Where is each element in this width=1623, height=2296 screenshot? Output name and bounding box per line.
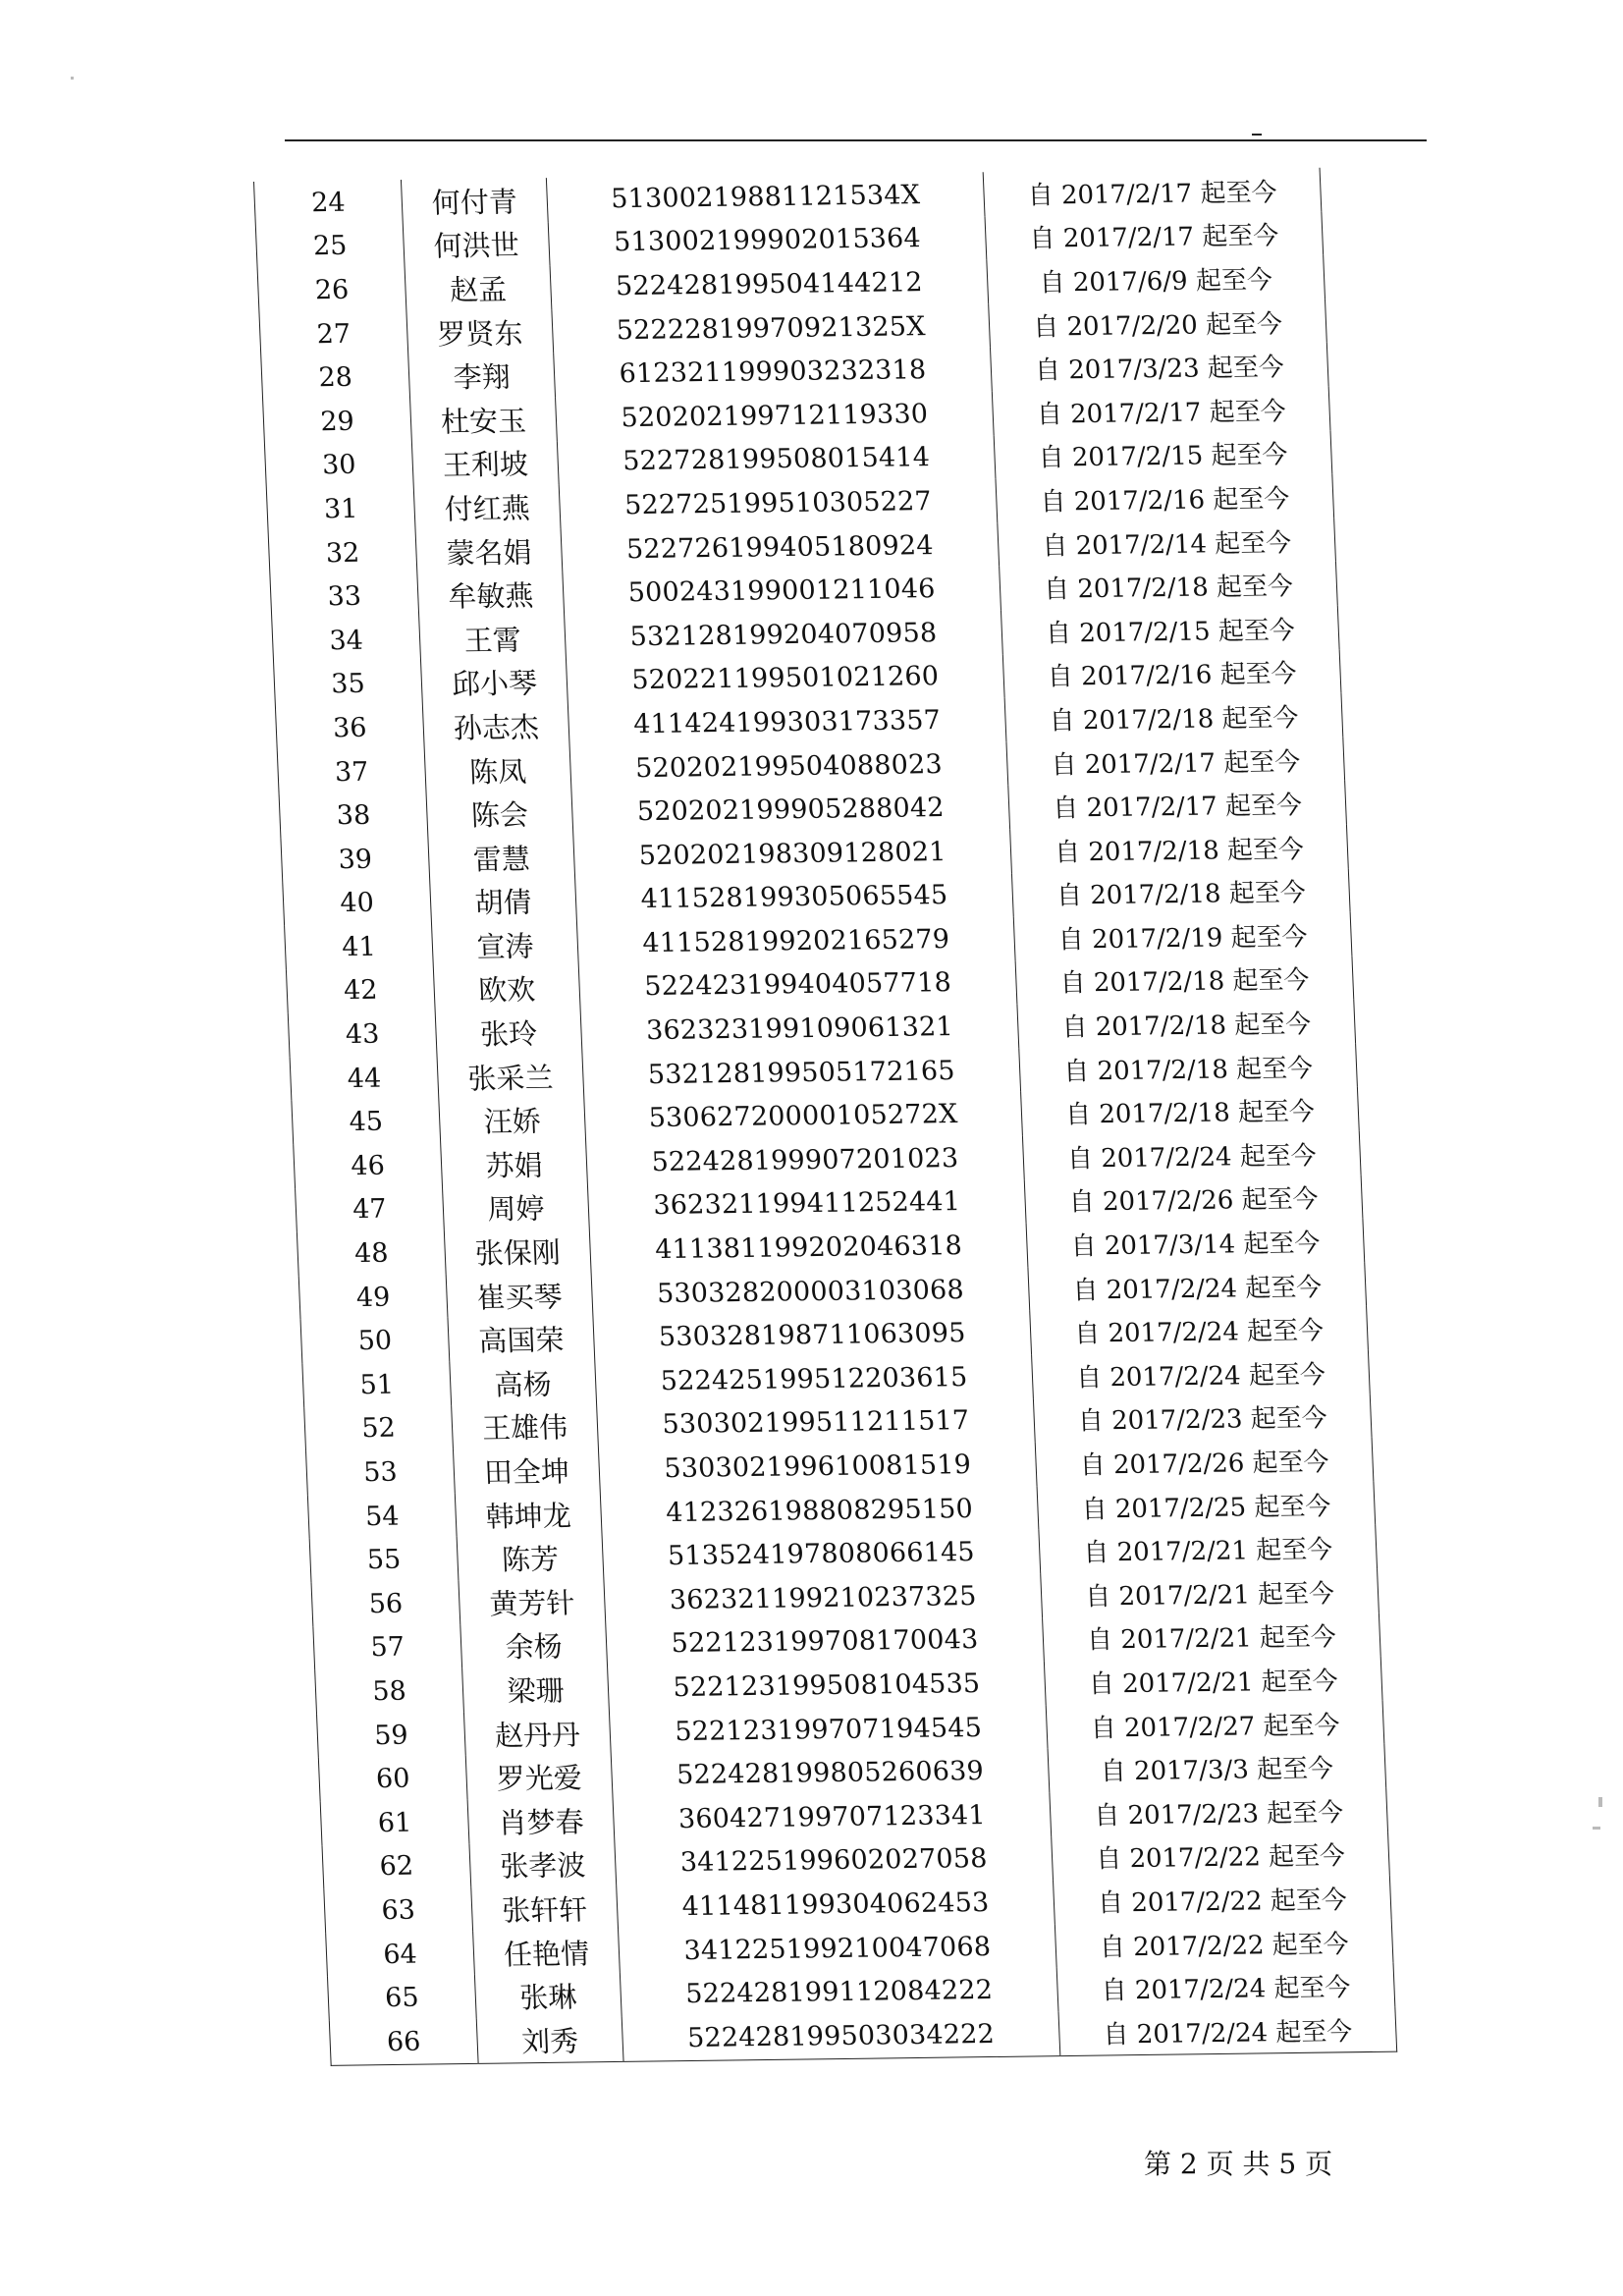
person-name: 任艳情	[473, 1930, 621, 1976]
person-name: 张玲	[435, 1010, 582, 1056]
id-number: 411528199305065545	[575, 873, 1014, 922]
row-number: 61	[377, 1807, 412, 1838]
employment-period: 自 2017/2/15 起至今	[994, 430, 1332, 478]
id-number: 530328198711063095	[593, 1311, 1032, 1360]
row-number: 53	[362, 1456, 399, 1489]
employment-period: 自 2017/2/18 起至今	[1011, 868, 1350, 916]
id-number: 520202198309128021	[573, 829, 1012, 878]
row-number: 46	[350, 1150, 386, 1182]
id-number: 522428199503034222	[622, 2011, 1060, 2061]
person-name: 田全坤	[453, 1448, 600, 1494]
person-name: 张琳	[474, 1973, 622, 2019]
person-name: 罗贤东	[406, 309, 554, 355]
row-number: 42	[343, 975, 379, 1007]
person-name: 宣涛	[432, 922, 579, 968]
row-number: 57	[369, 1632, 406, 1664]
employment-period: 自 2017/2/24 起至今	[1032, 1350, 1371, 1398]
scan-speck	[1593, 1827, 1600, 1830]
id-number: 530302199610081519	[598, 1442, 1037, 1491]
row-number: 49	[355, 1282, 391, 1313]
employment-period: 自 2017/2/24 起至今	[1058, 2007, 1397, 2056]
row-number: 25	[312, 231, 349, 262]
id-number: 522123199708170043	[606, 1617, 1045, 1667]
id-number: 532128199505172165	[582, 1048, 1021, 1097]
id-number: 51300219881121534X	[546, 172, 985, 221]
person-name: 苏娟	[441, 1141, 588, 1187]
row-number: 24	[310, 187, 347, 219]
id-number: 412326198808295150	[600, 1486, 1039, 1535]
employment-period: 自 2017/2/23 起至今	[1050, 1788, 1388, 1836]
row-number: 29	[319, 406, 355, 437]
employment-period: 自 2017/3/23 起至今	[990, 343, 1328, 391]
row-number: 66	[386, 2026, 422, 2057]
employment-period: 自 2017/3/14 起至今	[1026, 1219, 1365, 1267]
header-rule	[285, 139, 1427, 141]
id-number: 341225199210047068	[619, 1924, 1057, 1973]
id-number: 362321199411252441	[587, 1179, 1026, 1229]
id-number: 530328200003103068	[591, 1267, 1030, 1316]
id-number: 53062720000105272X	[584, 1092, 1023, 1141]
employment-period: 自 2017/2/18 起至今	[1021, 1087, 1360, 1135]
employment-period: 自 2017/2/24 起至今	[1056, 1963, 1395, 2011]
person-name: 肖梦春	[467, 1798, 615, 1844]
id-number: 522423199404057718	[578, 960, 1017, 1010]
person-name: 王霄	[419, 616, 567, 662]
employment-period: 自 2017/2/21 起至今	[1039, 1525, 1378, 1573]
roster-table-wrap	[253, 168, 1397, 2066]
employment-period: 自 2017/2/18 起至今	[1019, 1044, 1358, 1092]
person-name: 王雄伟	[452, 1404, 599, 1450]
row-number: 27	[316, 318, 352, 350]
id-number: 522728199508015414	[557, 435, 996, 484]
id-number: 362321199210237325	[604, 1573, 1043, 1622]
person-name: 王利坡	[411, 441, 559, 487]
id-number: 411481199304062453	[617, 1880, 1055, 1929]
person-name: 高杨	[450, 1360, 597, 1406]
person-name: 陈会	[426, 791, 573, 837]
row-number: 60	[375, 1763, 411, 1795]
id-number: 522123199508104535	[608, 1661, 1047, 1710]
row-number: 50	[357, 1325, 393, 1357]
employment-period: 自 2017/2/27 起至今	[1046, 1700, 1384, 1748]
id-number: 522428199112084222	[620, 1967, 1058, 2016]
row-number: 64	[382, 1939, 418, 1970]
row-number: 44	[347, 1063, 382, 1094]
header-mark	[1252, 134, 1262, 136]
person-name: 余杨	[460, 1623, 608, 1669]
person-name: 韩坤龙	[455, 1492, 602, 1538]
id-number: 522725199510305227	[559, 478, 998, 527]
employment-period: 自 2017/2/24 起至今	[1028, 1263, 1367, 1311]
employment-period: 自 2017/2/18 起至今	[1017, 1000, 1356, 1048]
employment-period: 自 2017/2/17 起至今	[1008, 781, 1347, 829]
person-name: 汪娇	[439, 1097, 586, 1143]
employment-period: 自 2017/2/18 起至今	[1004, 693, 1343, 741]
employment-period: 自 2017/2/18 起至今	[1010, 825, 1349, 873]
person-name: 胡倩	[430, 879, 577, 925]
person-name: 赵丹丹	[463, 1711, 611, 1757]
person-name: 高国荣	[448, 1316, 595, 1362]
id-number: 520202199712119330	[556, 391, 995, 440]
row-number: 40	[339, 888, 375, 919]
id-number: 500243199001211046	[563, 567, 1001, 616]
person-name: 李翔	[408, 353, 556, 399]
row-number: 31	[323, 493, 358, 525]
employment-period: 自 2017/2/21 起至今	[1043, 1613, 1381, 1661]
employment-period: 自 2017/2/24 起至今	[1030, 1306, 1369, 1354]
page-number: 第 2 页 共 5 页	[1144, 2148, 1333, 2180]
id-number: 411381199202046318	[589, 1223, 1028, 1272]
person-name: 刘秀	[476, 2017, 623, 2063]
row-number: 41	[341, 931, 377, 963]
person-name: 黄芳针	[459, 1579, 606, 1625]
person-name: 何付青	[401, 178, 548, 224]
person-name: 陈凤	[424, 747, 571, 793]
id-number: 530302199511211517	[597, 1398, 1036, 1448]
row-number: 65	[384, 1982, 420, 2014]
person-name: 张孝波	[469, 1842, 617, 1888]
person-name: 孙志杰	[422, 703, 569, 749]
row-number: 43	[345, 1018, 380, 1051]
employment-period: 自 2017/2/20 起至今	[989, 300, 1327, 348]
id-number: 411424199303173357	[568, 697, 1006, 746]
person-name: 牟敏燕	[417, 572, 565, 618]
employment-period: 自 2017/2/17 起至今	[1006, 737, 1345, 785]
row-number: 63	[380, 1894, 416, 1927]
id-number: 532128199204070958	[565, 610, 1003, 659]
scan-speck	[71, 77, 74, 80]
id-number: 362323199109061321	[580, 1004, 1019, 1053]
employment-period: 自 2017/2/25 起至今	[1037, 1481, 1376, 1529]
id-number: 52222819970921325X	[552, 303, 991, 353]
employment-period: 自 2017/6/9 起至今	[987, 255, 1325, 303]
id-number: 520221199501021260	[566, 654, 1004, 703]
row-number: 38	[336, 799, 371, 832]
person-name: 赵孟	[405, 265, 552, 311]
employment-period: 自 2017/2/17 起至今	[992, 387, 1330, 435]
employment-period: 自 2017/2/22 起至今	[1052, 1831, 1390, 1880]
person-name: 张保刚	[444, 1229, 591, 1275]
row-number: 47	[352, 1194, 388, 1226]
employment-period: 自 2017/2/15 起至今	[1001, 606, 1339, 654]
employment-period: 自 2017/3/3 起至今	[1048, 1744, 1386, 1792]
employment-period: 自 2017/2/18 起至今	[1000, 562, 1338, 610]
employment-period: 自 2017/2/19 起至今	[1013, 912, 1352, 960]
employment-period: 自 2017/2/17 起至今	[985, 211, 1324, 259]
scan-speck	[1598, 1797, 1602, 1807]
id-number: 520202199905288042	[571, 786, 1010, 835]
employment-period: 自 2017/2/26 起至今	[1024, 1175, 1363, 1223]
row-number: 48	[353, 1237, 390, 1270]
row-number: 32	[325, 537, 360, 569]
row-number: 52	[360, 1413, 397, 1445]
employment-period: 自 2017/2/16 起至今	[996, 474, 1334, 522]
row-number: 59	[373, 1720, 409, 1751]
employment-period: 自 2017/2/14 起至今	[998, 518, 1336, 566]
id-number: 522428199805260639	[611, 1749, 1050, 1798]
employment-period: 自 2017/2/23 起至今	[1033, 1394, 1372, 1442]
roster-table	[253, 168, 1397, 2066]
id-number: 522428199504144212	[550, 259, 989, 308]
row-number: 62	[379, 1851, 414, 1883]
row-number: 30	[321, 450, 357, 481]
row-number: 26	[314, 274, 350, 306]
row-number: 54	[364, 1501, 401, 1532]
row-number: 28	[317, 361, 353, 394]
person-name: 杜安玉	[410, 397, 558, 443]
employment-period: 自 2017/2/21 起至今	[1044, 1657, 1382, 1705]
id-number: 522123199707194545	[609, 1705, 1048, 1754]
row-number: 58	[371, 1675, 407, 1708]
row-number: 45	[348, 1106, 384, 1138]
row-number: 35	[330, 669, 366, 700]
employment-period: 自 2017/2/26 起至今	[1035, 1438, 1374, 1486]
person-name: 周婷	[443, 1185, 590, 1231]
person-name: 张轩轩	[471, 1886, 619, 1932]
person-name: 邱小琴	[421, 660, 568, 706]
row-number: 37	[334, 756, 369, 788]
employment-period: 自 2017/2/21 起至今	[1041, 1569, 1380, 1617]
employment-period: 自 2017/2/22 起至今	[1054, 1876, 1392, 1924]
employment-period: 自 2017/2/24 起至今	[1022, 1131, 1361, 1179]
employment-period: 自 2017/2/22 起至今	[1055, 1919, 1393, 1967]
person-name: 梁珊	[462, 1667, 610, 1713]
person-name: 雷慧	[428, 835, 575, 881]
employment-period: 自 2017/2/16 起至今	[1002, 649, 1341, 697]
id-number: 513002199902015364	[548, 216, 987, 265]
id-number: 522726199405180924	[561, 522, 1000, 572]
employment-period: 自 2017/2/18 起至今	[1015, 956, 1354, 1004]
person-name: 欧欢	[433, 966, 580, 1012]
person-name: 何洪世	[403, 222, 550, 268]
person-name: 陈芳	[457, 1535, 604, 1581]
row-number: 34	[328, 625, 364, 656]
id-number: 411528199202165279	[576, 916, 1015, 965]
row-number: 56	[368, 1588, 404, 1619]
row-number: 55	[366, 1544, 402, 1576]
person-name: 罗光爱	[465, 1754, 613, 1800]
id-number: 522428199907201023	[586, 1135, 1025, 1184]
id-number: 513524197808066145	[602, 1530, 1041, 1579]
row-number: 33	[327, 580, 362, 613]
person-name: 蒙名娟	[415, 528, 563, 574]
row-number: 39	[338, 844, 373, 875]
id-number: 360427199707123341	[613, 1792, 1052, 1841]
row-number: 36	[332, 712, 368, 744]
id-number: 341225199602027058	[615, 1836, 1054, 1886]
employment-period: 自 2017/2/17 起至今	[983, 168, 1322, 216]
id-number: 520202199504088023	[569, 741, 1008, 791]
person-name: 张采兰	[437, 1054, 584, 1100]
row-number: 51	[358, 1369, 395, 1400]
person-name: 付红燕	[413, 484, 561, 530]
id-number: 522425199512203615	[595, 1354, 1034, 1403]
id-number: 612321199903232318	[554, 348, 993, 397]
person-name: 崔买琴	[446, 1273, 593, 1319]
